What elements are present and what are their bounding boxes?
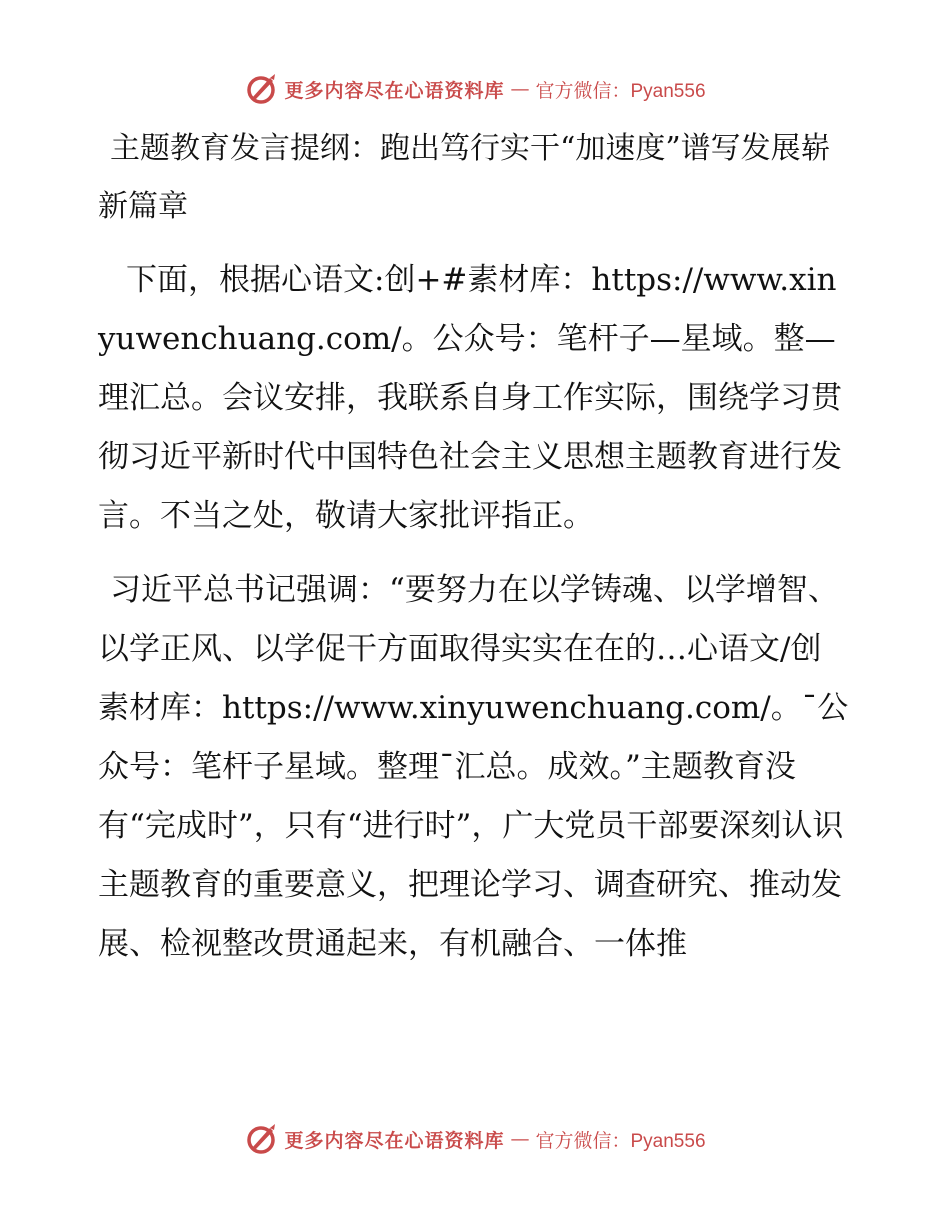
banner-dash: — [510, 78, 530, 100]
header-banner [0, 72, 950, 106]
banner-text: 更多内容尽在心语资料库 [284, 79, 505, 102]
banner-dash: — [510, 1128, 530, 1150]
paragraph-quote: 习近平总书记强调：“要努力在以学铸魂、以学增智、以学正风、以学促干方面取得实实在在的…心语文/创素材库：https://www.xinyuwenchuang.com/。¯公众号：笔杆子星域。整理¯汇总。成效。”主题教育没有“完成时”，只有“进行时”，广大党员干部要深刻认识主题教育的重要意义，把理论学习、调查研究、推动发展、检视整改贯通起来，有机融合、一体推 [98, 572, 849, 962]
feather-pen-logo-icon [244, 1122, 278, 1156]
banner-wechat-id: 官方微信：Pyan556 [535, 80, 706, 102]
document-body [98, 120, 850, 974]
footer-banner [0, 1122, 950, 1156]
paragraph-intro: 下面，根据心语文:创+#素材库：https://www.xinyuwenchuang.com/。公众号：笔杆子—星域。整—理汇总。会议安排，我联系自身工作实际，围绕学习贯彻习近平新时代中国特色社会主义思想主题教育进行发言。不当之处，敬请大家批评指正。 [98, 262, 842, 534]
feather-pen-logo-icon [244, 72, 278, 106]
banner-text: 更多内容尽在心语资料库 [284, 1129, 505, 1152]
document-title: 主题教育发言提纲：跑出笃行实干“加速度”谱写发展崭新篇章 [98, 131, 831, 224]
banner-wechat-id: 官方微信：Pyan556 [535, 1130, 706, 1152]
